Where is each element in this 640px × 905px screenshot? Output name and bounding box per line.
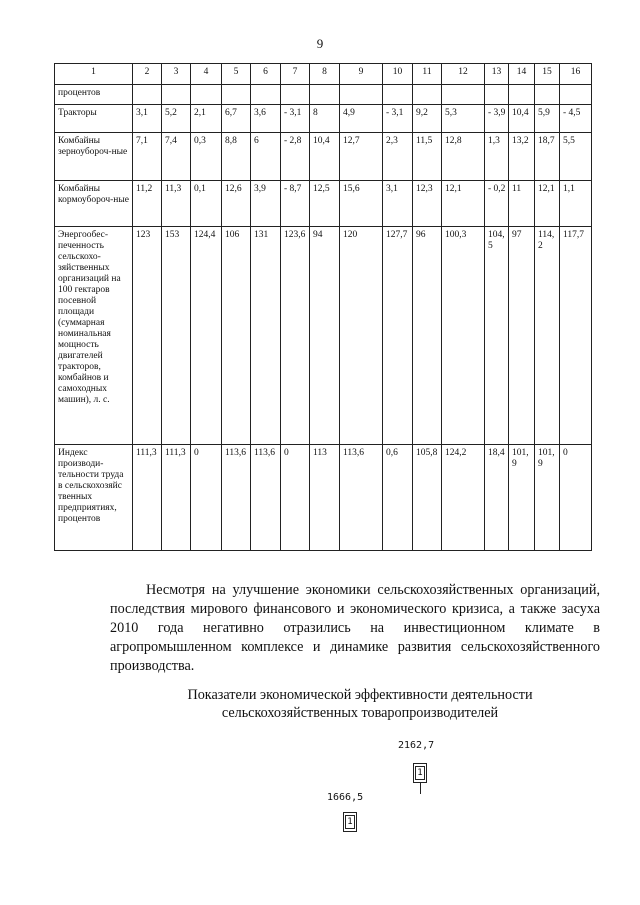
table-header-cell: 11: [413, 64, 442, 85]
table-row-label: процентов: [55, 85, 133, 105]
table-cell: [535, 85, 560, 105]
table-cell: [383, 85, 413, 105]
table-cell: [560, 85, 592, 105]
table-header-cell: 5: [222, 64, 251, 85]
table-header-cell: 16: [560, 64, 592, 85]
table-row: [55, 105, 592, 133]
table-cell: 7,4: [162, 133, 191, 181]
table-cell: 0: [281, 445, 310, 551]
table-header-cell: 10: [383, 64, 413, 85]
table-cell: 123: [133, 227, 162, 445]
table-cell: - 3,9: [485, 105, 509, 133]
body-paragraph: [110, 581, 600, 676]
table-header-cell: 4: [191, 64, 222, 85]
table-header-cell: 1: [55, 64, 133, 85]
section-title-line-2: сельскохозяйственных товаропроизводителей: [221, 705, 499, 721]
table-row-label: Индекс производи-тельности труда в сельскохозяйс твенных предприятиях, процентов: [55, 445, 133, 551]
table-cell: 94: [310, 227, 340, 445]
table-row: [55, 85, 592, 105]
table-cell: 2,3: [383, 133, 413, 181]
table-cell: [133, 85, 162, 105]
table-cell: [281, 85, 310, 105]
table-cell: 12,8: [442, 133, 485, 181]
table-cell: [442, 85, 485, 105]
table-row: [55, 227, 592, 445]
table-cell: 12,1: [442, 181, 485, 227]
table-cell: [191, 85, 222, 105]
table-cell: 3,6: [251, 105, 281, 133]
table-cell: 12,3: [413, 181, 442, 227]
table-cell: 97: [509, 227, 535, 445]
table-cell: [310, 85, 340, 105]
table-cell: [413, 85, 442, 105]
table-cell: 4,9: [340, 105, 383, 133]
figure-box-b-label: 1: [345, 815, 355, 829]
table-cell: 5,5: [560, 133, 592, 181]
table-cell: 3,9: [251, 181, 281, 227]
table-header-cell: 15: [535, 64, 560, 85]
table-row-label: Комбайны кормоубороч-ные: [55, 181, 133, 227]
table-cell: 114,2: [535, 227, 560, 445]
table-cell: 11,5: [413, 133, 442, 181]
table-cell: 8,8: [222, 133, 251, 181]
figure-value-a: 2162,7: [398, 740, 435, 751]
table-cell: [162, 85, 191, 105]
table-cell: 15,6: [340, 181, 383, 227]
table-cell: 6: [251, 133, 281, 181]
table-cell: [509, 85, 535, 105]
table-header-cell: 12: [442, 64, 485, 85]
table-header-cell: 2: [133, 64, 162, 85]
page-number: 9: [316, 36, 324, 51]
table-header-cell: 14: [509, 64, 535, 85]
table-cell: - 0,2: [485, 181, 509, 227]
table-header-cell: 7: [281, 64, 310, 85]
figure-value-b: 1666,5: [327, 792, 364, 803]
table-cell: 0: [560, 445, 592, 551]
table-row-label: Тракторы: [55, 105, 133, 133]
table-cell: 101,9: [509, 445, 535, 551]
table-cell: 117,7: [560, 227, 592, 445]
table-cell: 105,8: [413, 445, 442, 551]
table-cell: 131: [251, 227, 281, 445]
table-cell: 3,1: [133, 105, 162, 133]
table-cell: 101,9: [535, 445, 560, 551]
table-cell: 5,3: [442, 105, 485, 133]
table-cell: 124,2: [442, 445, 485, 551]
table-cell: 1,1: [560, 181, 592, 227]
table-cell: 113,6: [251, 445, 281, 551]
table-cell: 2,1: [191, 105, 222, 133]
figure-box-a: [413, 763, 427, 783]
table-cell: [340, 85, 383, 105]
table-cell: - 2,8: [281, 133, 310, 181]
table-cell: 5,2: [162, 105, 191, 133]
table-cell: 10,4: [509, 105, 535, 133]
table-cell: 1,3: [485, 133, 509, 181]
table-cell: 3,1: [383, 181, 413, 227]
table-cell: 106: [222, 227, 251, 445]
table-cell: 0: [191, 445, 222, 551]
table-header-cell: 3: [162, 64, 191, 85]
table-cell: 12,7: [340, 133, 383, 181]
table-cell: 96: [413, 227, 442, 445]
section-title-line-1: Показатели экономической эффективности деятельности: [187, 687, 533, 703]
table-row: [55, 133, 592, 181]
table-cell: 111,3: [162, 445, 191, 551]
table-cell: 7,1: [133, 133, 162, 181]
table-cell: 11,2: [133, 181, 162, 227]
table-cell: 8: [310, 105, 340, 133]
table-row-label: Энергообес-печенность сельскохо-зяйственных организаций на 100 гектаров посевной площади (суммарная номинальная мощность двигателей тракторов, комбайнов и самоходных машин), л. с.: [55, 227, 133, 445]
table-cell: 12,5: [310, 181, 340, 227]
table-cell: 11,3: [162, 181, 191, 227]
table-cell: 0,6: [383, 445, 413, 551]
table-cell: 12,6: [222, 181, 251, 227]
table-cell: 113: [310, 445, 340, 551]
table-cell: 124,4: [191, 227, 222, 445]
table-cell: 9,2: [413, 105, 442, 133]
table-header-cell: 13: [485, 64, 509, 85]
table-header-cell: 6: [251, 64, 281, 85]
statistics-table: [54, 63, 592, 551]
table-cell: 113,6: [222, 445, 251, 551]
table-cell: [251, 85, 281, 105]
table-cell: - 8,7: [281, 181, 310, 227]
figure-tick-a: [420, 782, 421, 794]
table-cell: 10,4: [310, 133, 340, 181]
table-cell: 113,6: [340, 445, 383, 551]
table-cell: 18,4: [485, 445, 509, 551]
table-row: [55, 445, 592, 551]
table-cell: 5,9: [535, 105, 560, 133]
table-header-cell: 9: [340, 64, 383, 85]
table-cell: 0,3: [191, 133, 222, 181]
table-cell: 153: [162, 227, 191, 445]
table-cell: 18,7: [535, 133, 560, 181]
table-row: [55, 181, 592, 227]
table-cell: - 3,1: [383, 105, 413, 133]
table-cell: 123,6: [281, 227, 310, 445]
section-title: [0, 686, 640, 722]
table-cell: 11: [509, 181, 535, 227]
table-cell: 111,3: [133, 445, 162, 551]
table-cell: 6,7: [222, 105, 251, 133]
figure-box-b: [343, 812, 357, 832]
paragraph-text: Несмотря на улучшение экономики сельскохозяйственных организаций, последствия мирового финансового и экономического кризиса, а также засуха 2010 года негативно отразились на инвестиционном климате в агропромышленном комплексе и динамике развития сельскохозяйственного производства.: [110, 582, 600, 674]
table-cell: [485, 85, 509, 105]
table-cell: - 3,1: [281, 105, 310, 133]
table-cell: 13,2: [509, 133, 535, 181]
table-header-cell: 8: [310, 64, 340, 85]
table-header-row: [55, 64, 592, 85]
table-cell: 104,5: [485, 227, 509, 445]
table-cell: 100,3: [442, 227, 485, 445]
table-cell: 0,1: [191, 181, 222, 227]
table-cell: 120: [340, 227, 383, 445]
table-cell: [222, 85, 251, 105]
table-cell: 12,1: [535, 181, 560, 227]
table-row-label: Комбайны зерноубороч-ные: [55, 133, 133, 181]
table-cell: - 4,5: [560, 105, 592, 133]
figure-box-a-label: 1: [415, 766, 425, 780]
table-cell: 127,7: [383, 227, 413, 445]
